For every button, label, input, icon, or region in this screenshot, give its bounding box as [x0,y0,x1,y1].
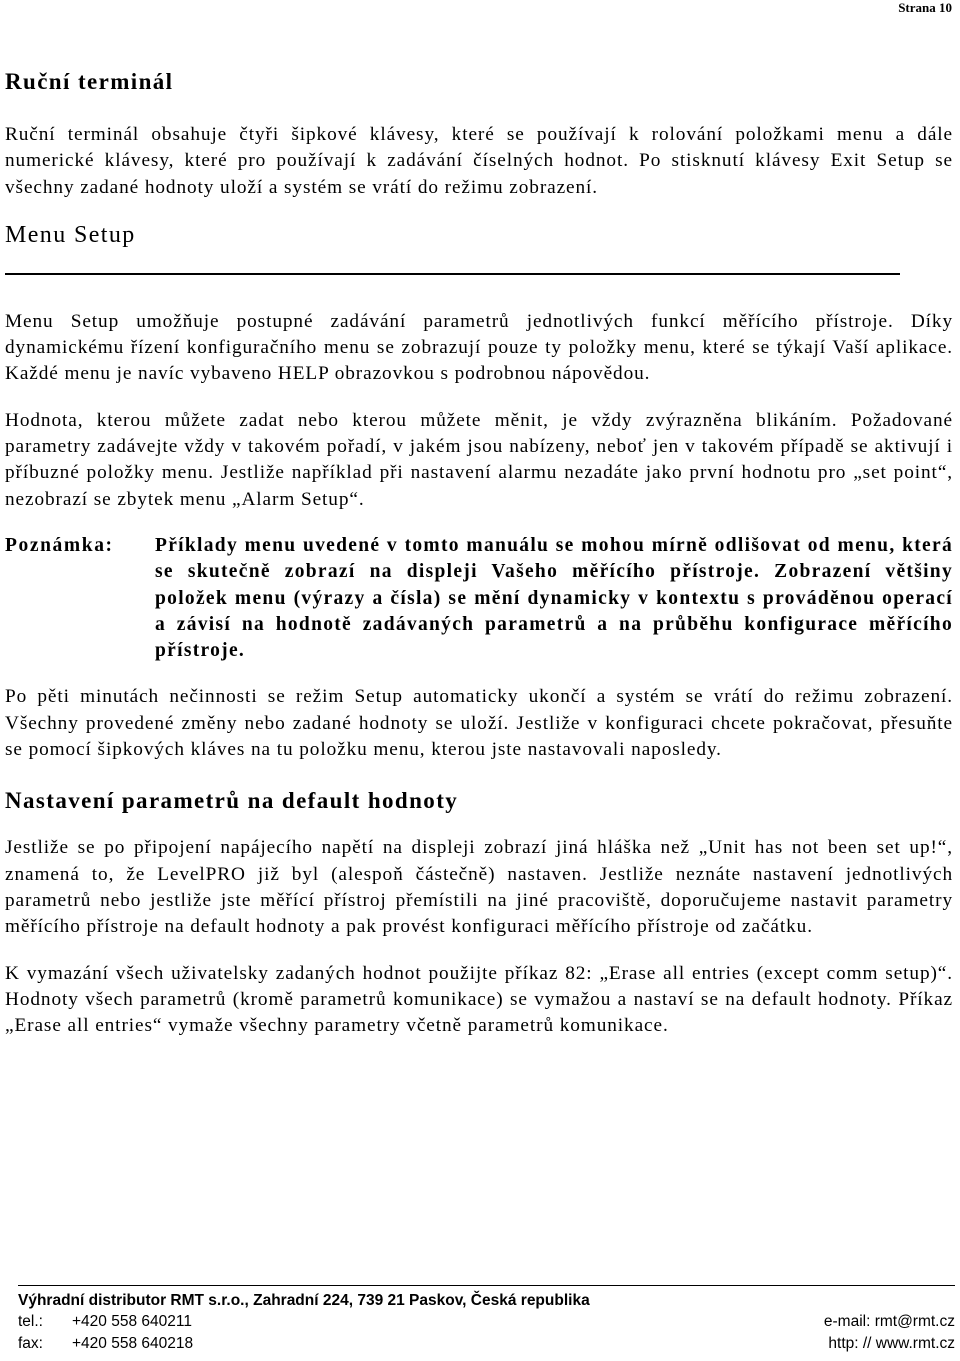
paragraph-menu-setup-intro: Menu Setup umožňuje postupné zadávání parametrů jednotlivých funkcí měřícího přístroje. Díky dynamickému řízení konfiguračního menu se zobrazují pouze ty položky menu, které se týkají Vaší aplikace. Každé menu je navíc vybaveno HELP obrazovkou s podrobnou nápovědou. [5,310,953,385]
footer-email: e-mail: rmt@rmt.cz [823,1313,955,1330]
footer-row-fax [18,1333,955,1355]
footer-web: http: // www.rmt.cz [828,1335,955,1352]
section-title-rucni-terminal: Ruční terminál [5,69,174,94]
footer-fax-value: +420 558 640218 [72,1335,194,1352]
paragraph-menu-setup-values: Hodnota, kterou můžete zadat nebo kterou můžete měnit, je vždy zvýrazněna blikáním. Požadované parametry zadávejte vždy v takovém pořadí, v jakém jsou nabízeny, neboť jen v takovém případě se aktivují i příbuzné položky menu. Jestliže například při nastavení alarmu nezadáte jako první hodnotu pro „set point“, nezobrazí se zbytek menu „Alarm Setup“. [5,409,953,510]
footer-company: Výhradní distributor RMT s.r.o., Zahradní 224, 739 21 Paskov, Česká republika [18,1292,590,1309]
note-label: Poznámka: [5,534,114,556]
footer-row-tel [18,1311,955,1333]
page-footer [18,1285,955,1355]
section-title-menu-setup: Menu Setup [5,221,136,248]
paragraph-rucni-terminal: Ruční terminál obsahuje čtyři šipkové klávesy, které se používají k rolování položkami menu a dále numerické klávesy, které pro používají k zadávání číselných hodnot. Po stisknutí klávesy Exit Setup se všechny zadané hodnoty uloží a systém se vrátí do režimu zobrazení. [5,124,953,198]
paragraph-default-values: Jestliže se po připojení napájecího napětí na displeji zobrazí jiná hláška než „Unit has not been set up!“, znamená to, že LevelPRO již byl (alespoň částečně) nastaven. Jestliže neznáte nastavení jednotlivých parametrů nebo jestliže jste měřící přístroj přemístili na jiné pracoviště, doporučujeme nastavit parametry měřícího přístroje na default hodnoty a pak provést konfiguraci měřícího přístroje od začátku. [5,837,953,938]
page-number: Strana 10 [898,0,952,15]
section-title-default-values: Nastavení parametrů na default hodnoty [5,788,459,814]
section-divider [5,273,900,275]
paragraph-erase-entries: K vymazání všech uživatelsky zadaných hodnot použijte příkaz 82: „Erase all entries (except comm setup)“. Hodnoty všech parametrů (kromě parametrů komunikace) se vymažou a nastaví se na default hodnoty. Příkaz „Erase all entries“ vymaže všechny parametry včetně parametrů komunikace. [5,962,953,1037]
footer-fax-label: fax: [18,1335,43,1352]
note-block [5,533,953,664]
document-body [5,60,953,1039]
footer-tel-value: +420 558 640211 [72,1313,192,1330]
paragraph-setup-timeout: Po pěti minutách nečinnosti se režim Setup automaticky ukončí a systém se vrátí do režimu zobrazení. Všechny provedené změny nebo zadané hodnoty se uloží. Jestliže v konfiguraci chcete pokračovat, přesuňte se pomocí šipkových kláves na tu položku menu, kterou jste nastavovali naposledy. [5,686,953,761]
footer-tel-label: tel.: [18,1313,43,1330]
note-text: Příklady menu uvedené v tomto manuálu se mohou mírně odlišovat od menu, která se skutečně zobrazí na displeji Vašeho měřícího přístroje. Zobrazení většiny položek menu (výrazy a čísla) se mění dynamicky v kontextu s prováděnou operací a závisí na hodnotě zadávaných parametrů a na průběhu konfigurace měřícího přístroje. [155,534,953,662]
